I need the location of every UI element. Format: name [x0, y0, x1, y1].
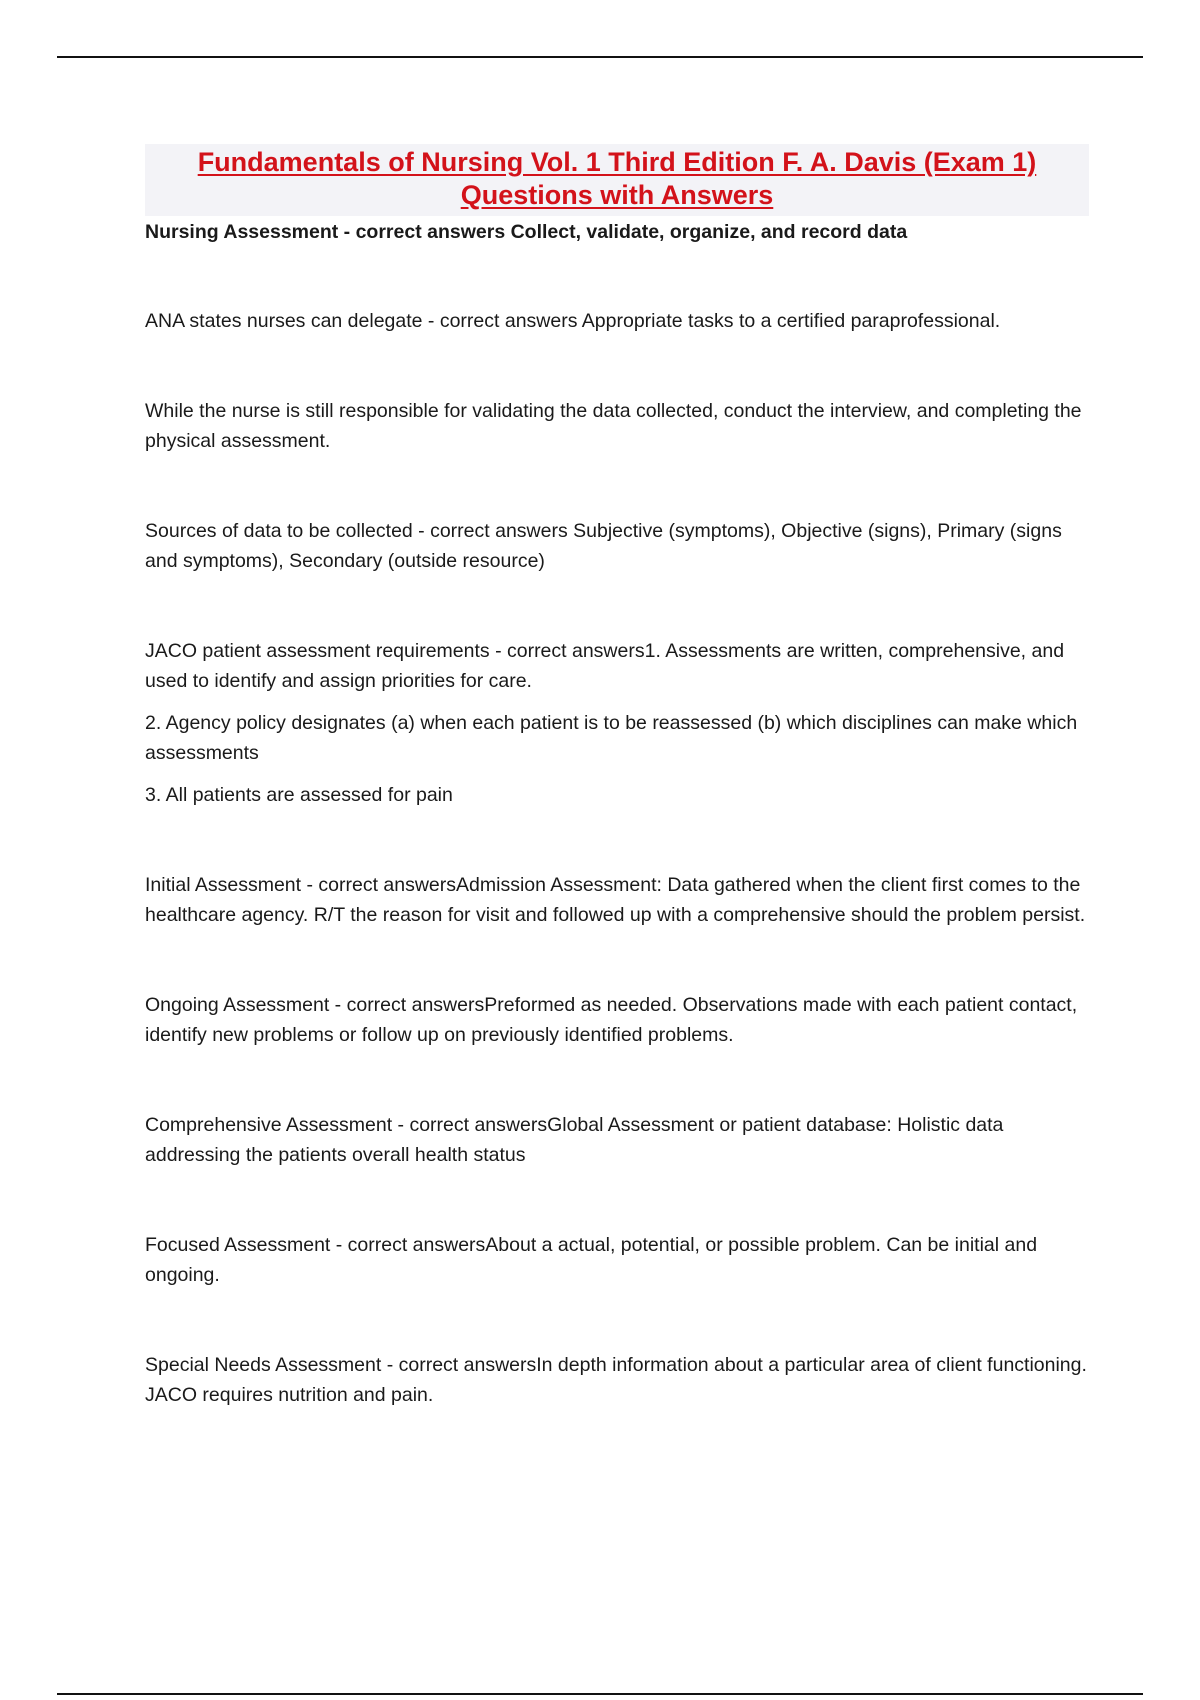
qa-jaco-requirements: JACO patient assessment requirements - correct answers1. Assessments are written, comprehensive, and used to identify and assign priorities for care.: [145, 640, 1065, 692]
qa-nursing-assessment: Nursing Assessment - correct answers Collect, validate, organize, and record data: [145, 221, 908, 243]
qa-initial-assessment: Initial Assessment - correct answersAdmission Assessment: Data gathered when the client first comes to the healthcare agency. R/T the reason for visit and followed up with a comprehensive should the problem persist.: [145, 874, 1086, 926]
document-body: [145, 144, 1089, 1410]
qa-jaco-requirement-2: 2. Agency policy designates (a) when each patient is to be reassessed (b) which disciplines can make which assessments: [145, 712, 1078, 764]
qa-jaco-requirement-3: 3. All patients are assessed for pain: [145, 784, 453, 806]
qa-nurse-responsible: While the nurse is still responsible for validating the data collected, conduct the interview, and completing the physical assessment.: [145, 400, 1082, 452]
qa-ongoing-assessment: Ongoing Assessment - correct answersPreformed as needed. Observations made with each patient contact, identify new problems or follow up on previously identified problems.: [145, 994, 1078, 1046]
footer-rule: [57, 1693, 1143, 1695]
qa-special-needs-assessment: Special Needs Assessment - correct answersIn depth information about a particular area of client functioning. JACO requires nutrition and pain.: [145, 1354, 1087, 1406]
document-title: Fundamentals of Nursing Vol. 1 Third Edition F. A. Davis (Exam 1) Questions with Answers: [197, 147, 1037, 210]
title-block: [145, 144, 1089, 216]
header-rule: [57, 56, 1143, 58]
qa-focused-assessment: Focused Assessment - correct answersAbout a actual, potential, or possible problem. Can be initial and ongoing.: [145, 1234, 1038, 1286]
qa-ana-delegate: ANA states nurses can delegate - correct answers Appropriate tasks to a certified paraprofessional.: [145, 310, 1001, 332]
qa-comprehensive-assessment: Comprehensive Assessment - correct answersGlobal Assessment or patient database: Holistic data addressing the patients overall health status: [145, 1114, 1004, 1166]
qa-sources-of-data: Sources of data to be collected - correct answers Subjective (symptoms), Objective (signs), Primary (signs and symptoms), Secondary (outside resource): [145, 520, 1062, 572]
